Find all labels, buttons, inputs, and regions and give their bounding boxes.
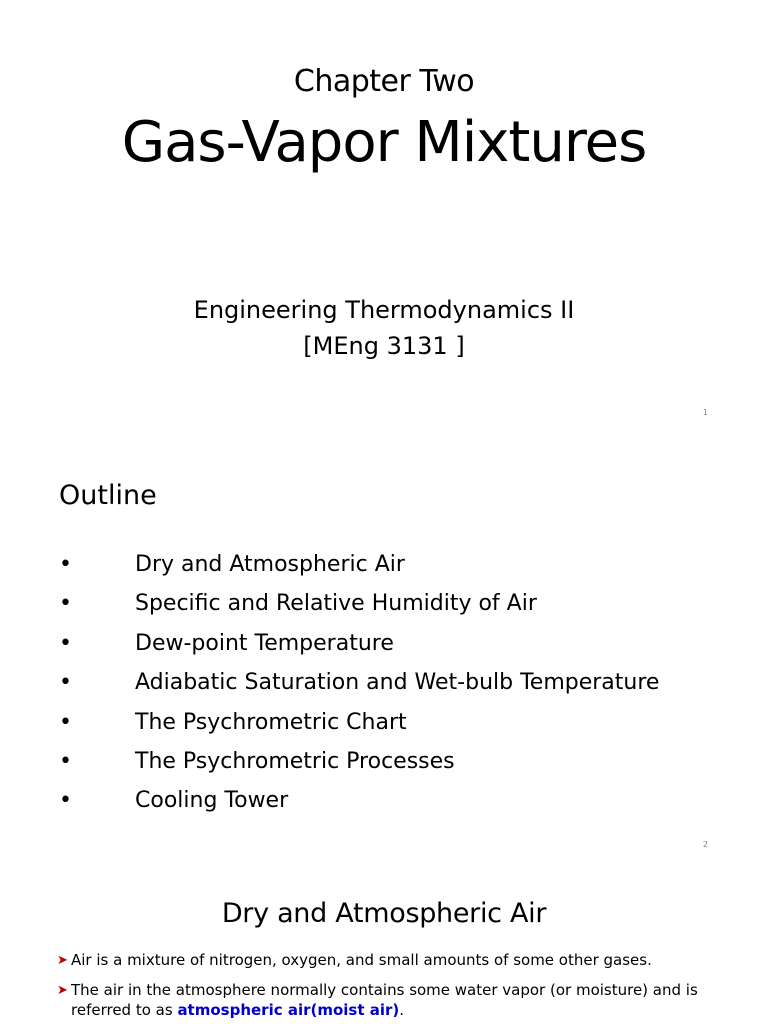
chapter-heading: Chapter Two [293,64,475,99]
list-item [0,663,768,702]
list-item-text: The Psychrometric Processes [135,748,455,774]
list-item-text: The Psychrometric Chart [135,709,407,735]
arrow-bullet-icon: ➤ [57,953,68,968]
list-item [0,624,768,663]
slide-outline [0,430,768,862]
outline-title: Outline [59,480,157,511]
list-item-text: Cooling Tower [135,788,289,814]
slide-dry-air [0,862,768,1024]
list-item [0,742,768,781]
bullet-icon: • [59,630,72,656]
page-number: 1 [702,408,708,417]
list-item-text: Adiabatic Saturation and Wet-bulb Temperature [135,670,660,696]
bullet-icon: • [59,709,72,735]
page-number: 2 [702,840,708,849]
list-item [0,781,768,820]
list-item-text: Specific and Relative Humidity of Air [135,591,537,617]
course-info [0,292,768,364]
highlight-term: atmospheric air(moist air) [177,1001,400,1019]
list-item-text: Dew-point Temperature [135,630,394,656]
list-item [0,584,768,623]
list-item [0,703,768,742]
paragraph-body [57,980,717,1020]
outline-list [0,545,768,821]
main-title: Gas-Vapor Mixtures [121,110,647,175]
bullet-icon: • [59,552,72,577]
arrow-bullet-icon: ➤ [57,983,68,998]
list-item [0,545,768,584]
bullet-icon: • [59,788,72,814]
paragraph [57,980,717,1020]
slide-title [0,0,768,430]
paragraph-text: Air is a mixture of nitrogen, oxygen, and small amounts of some other gases. [71,951,652,969]
paragraph [57,950,717,970]
paragraph-text: The air in the atmosphere normally contains some water vapor (or moisture) and is referred to as [71,981,698,1019]
bullet-icon: • [59,670,72,696]
list-item-text: Dry and Atmospheric Air [135,552,405,577]
section-title: Dry and Atmospheric Air [221,898,547,929]
bullet-icon: • [59,748,72,774]
paragraph-end: . [399,1001,405,1019]
course-code: [MEng 3131 ] [303,332,465,360]
course-name: Engineering Thermodynamics II [193,296,575,324]
bullet-icon: • [59,591,72,617]
